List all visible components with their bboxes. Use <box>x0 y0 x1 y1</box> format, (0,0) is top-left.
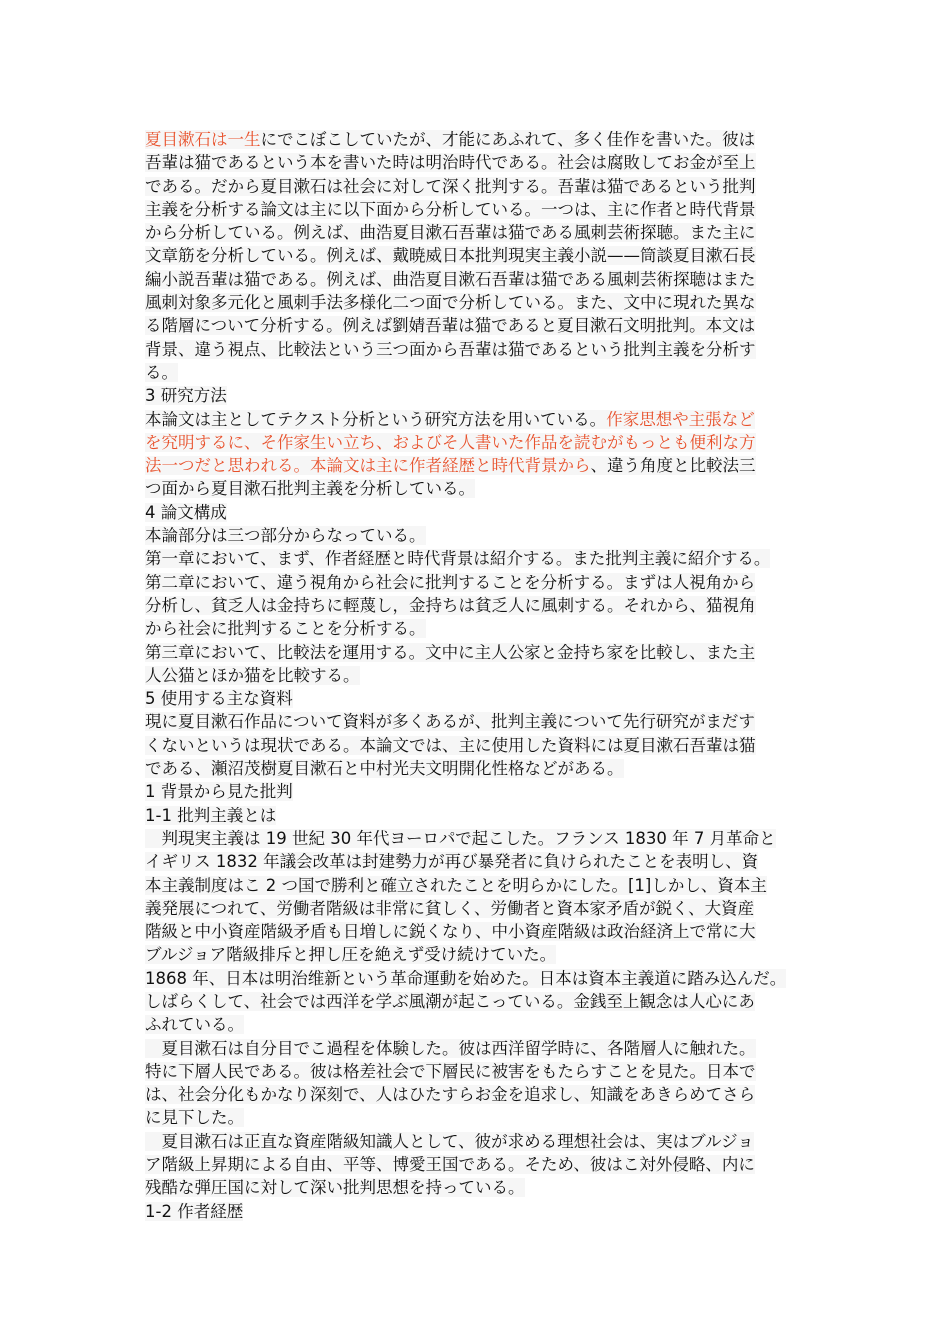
text-line <box>145 757 825 780</box>
line-highlight <box>145 759 624 778</box>
body-text: に見下した。 <box>145 1108 244 1128</box>
text-line <box>145 524 825 547</box>
text-line <box>145 1037 825 1060</box>
line-highlight <box>145 643 755 662</box>
body-text: 特に下層人民である。彼は格差社会で下層民に被害をもたらすことを見た。日本で <box>145 1061 756 1081</box>
line-highlight <box>145 340 756 359</box>
body-text: ア階級上昇期による自由、平等、博愛王国である。そため、彼はこ対外侵略、内に <box>145 1155 755 1175</box>
line-highlight <box>145 433 756 452</box>
line-highlight <box>145 829 776 848</box>
text-line <box>145 664 825 687</box>
text-line <box>145 175 825 198</box>
body-text: 本論文は主としてテクスト分析という研究方法を用いている。 <box>145 409 607 429</box>
line-highlight <box>145 712 755 731</box>
text-line <box>145 827 825 850</box>
text-line <box>145 1013 825 1036</box>
text-line <box>145 804 825 827</box>
body-text: イギリス 1832 年議会改革は封建勢力が再び暴発者に負けられたことを表明し、資 <box>145 852 759 872</box>
body-text: である、瀬沼茂樹夏目漱石と中村光夫文明開化性格などがある。 <box>145 759 624 779</box>
highlighted-text: 作家思想や主張など <box>606 409 755 429</box>
text-line <box>145 547 825 570</box>
line-highlight <box>145 619 426 638</box>
line-highlight <box>145 899 754 918</box>
text-line <box>145 338 825 361</box>
text-line <box>145 361 825 384</box>
body-text: 主義を分析する論文は主に以下面から分析している。一つは、主に作者と時代背景 <box>145 199 756 219</box>
line-highlight <box>145 1108 244 1127</box>
text-line <box>145 244 825 267</box>
body-text: 吾輩は猫であるという本を書いた時は明治時代である。社会は腐敗してお金が至上 <box>145 153 756 173</box>
body-text: ブルジョア階級排斥と押し圧を絶えず受け続けていた。 <box>145 945 557 965</box>
line-highlight <box>145 363 178 382</box>
text-line <box>145 1130 825 1153</box>
line-highlight <box>145 876 767 895</box>
text-line <box>145 897 825 920</box>
body-text: 階級と中小資産階級矛盾も日増しに鋭くなり、中小資産階級は政治経済上で常に大 <box>145 922 756 942</box>
body-text: 4 論文構成 <box>145 502 227 522</box>
body-text: は、社会分化もかなり深刻で、人はひたすらお金を追求し、知識をあきらめてさら <box>145 1085 756 1105</box>
text-line <box>145 1176 825 1199</box>
text-line <box>145 314 825 337</box>
body-text: 1 背景から見た批判 <box>145 782 293 802</box>
body-text: から分析している。例えば、曲浩夏目漱石吾輩は猫である風刺芸術探聴。また主に <box>145 223 756 243</box>
text-line <box>145 710 825 733</box>
body-text: である。だから夏目漱石は社会に対して深く批判する。吾輩は猫であるという批判 <box>145 176 756 196</box>
highlighted-text: 法一つだと思われる。本論文は主に作者経歴と時代背景から <box>145 456 591 476</box>
text-line <box>145 734 825 757</box>
line-highlight <box>145 246 756 265</box>
line-highlight <box>145 410 755 429</box>
text-line <box>145 501 825 524</box>
text-line <box>145 1200 825 1223</box>
body-text: 現に夏目漱石作品について資料が多くあるが、批判主義について先行研究がまだす <box>145 712 755 732</box>
text-line <box>145 408 825 431</box>
text-line <box>145 943 825 966</box>
line-highlight <box>145 1085 755 1104</box>
line-highlight <box>145 1178 525 1197</box>
line-highlight <box>145 573 755 592</box>
body-text: 1-2 作者経歴 <box>145 1201 244 1221</box>
line-highlight <box>145 945 556 964</box>
line-highlight <box>145 1039 756 1058</box>
line-highlight <box>145 992 755 1011</box>
body-text: 背景、違う視点、比較法という三つ面から吾輩は猫であるという批判主義を分析す <box>145 339 756 359</box>
line-highlight <box>145 1202 243 1221</box>
body-text: くないというは現状である。本論文では、主に使用した資料には夏目漱石吾輩は猫 <box>145 735 756 755</box>
line-highlight <box>145 503 227 522</box>
line-highlight <box>145 223 756 242</box>
text-line <box>145 477 825 500</box>
body-text: から社会に批判することを分析する。 <box>145 619 426 639</box>
line-highlight <box>145 922 756 941</box>
line-highlight <box>145 270 756 289</box>
text-line <box>145 617 825 640</box>
line-highlight <box>145 386 227 405</box>
line-highlight <box>145 1015 244 1034</box>
text-line <box>145 384 825 407</box>
line-highlight <box>145 736 756 755</box>
body-text: る階層について分析する。例えば劉婧吾輩は猫であると夏目漱石文明批判。本文は <box>145 316 756 336</box>
line-highlight <box>145 969 786 988</box>
body-text: 第三章において、比較法を運用する。文中に主人公家と金持ち家を比較し、また主 <box>145 642 756 662</box>
body-text: 分析し、貧乏人は金持ちに輕蔑し，金持ちは貧乏人に風刺する。それから、猫視角 <box>145 595 756 615</box>
text-line <box>145 1106 825 1129</box>
line-highlight <box>145 153 756 172</box>
text-line <box>145 874 825 897</box>
line-highlight <box>145 130 755 149</box>
text-line <box>145 268 825 291</box>
text-line <box>145 571 825 594</box>
text-line <box>145 431 825 454</box>
highlighted-text: を究明するに、そ作家生い立ち、およびそ人書いた作品を読むがもっとも便利な方 <box>145 432 756 452</box>
line-highlight <box>145 596 756 615</box>
body-text: 人公猫とほか猫を比較する。 <box>145 665 360 685</box>
line-highlight <box>145 479 475 498</box>
highlighted-text: 夏目漱石は一生 <box>145 130 261 149</box>
text-line <box>145 1153 825 1176</box>
body-text: 文章筋を分析している。例えば、戴暁威日本批判現実主義小説——筒談夏目漱石長 <box>145 246 756 266</box>
line-highlight <box>145 782 293 801</box>
line-highlight <box>145 1155 755 1174</box>
body-text: 5 使用する主な資料 <box>145 689 293 709</box>
text-line <box>145 151 825 174</box>
line-highlight <box>145 689 293 708</box>
body-text: 風刺対象多元化と風刺手法多様化二つ面で分析している。また、文中に現れた異な <box>145 293 756 313</box>
line-highlight <box>145 806 276 825</box>
body-text: 本主義制度はこ 2 つ国で勝利と確立されたことを明らかにした。[1]しかし、資本主 <box>145 875 767 895</box>
body-text: 夏目漱石は正直な資産階級知識人として、彼が求める理想社会は、実はブルジョ <box>145 1131 754 1151</box>
text-line <box>145 1083 825 1106</box>
text-line <box>145 221 825 244</box>
text-line <box>145 990 825 1013</box>
body-text: 第一章において、まず、作者経歴と時代背景は紹介する。また批判主義に紹介する。 <box>145 549 771 569</box>
text-line <box>145 687 825 710</box>
text-line <box>145 850 825 873</box>
text-line <box>145 291 825 314</box>
body-text: しばらくして、社会では西洋を学ぶ風潮が起こっている。金銭至上観念は人心にあ <box>145 991 755 1011</box>
body-text: 第二章において、違う視角から社会に批判することを分析する。まずは人視角から <box>145 572 756 592</box>
body-text: 、違う角度と比較法三 <box>590 456 756 476</box>
line-highlight <box>145 177 756 196</box>
text-line <box>145 128 825 151</box>
document-body <box>145 128 825 1223</box>
line-highlight <box>145 316 755 335</box>
text-line <box>145 641 825 664</box>
text-line <box>145 1060 825 1083</box>
text-line <box>145 198 825 221</box>
body-text: 3 研究方法 <box>145 386 227 406</box>
body-text: 判現実主義は 19 世紀 30 年代ヨーロパで起こした。フランス 1830 年 7 月革命と <box>145 828 776 848</box>
line-highlight <box>145 852 758 871</box>
body-text: にでこぼこしていたが、才能にあふれて、多く佳作を書いた。彼は <box>260 130 756 149</box>
body-text: る。 <box>145 362 178 382</box>
text-line <box>145 780 825 803</box>
body-text: 義発展につれて、労働者階級は非常に貧しく、労働者と資本家矛盾が鋭く、大資産 <box>145 898 755 918</box>
line-highlight <box>145 526 426 545</box>
body-text: つ面から夏目漱石批判主義を分析している。 <box>145 479 475 499</box>
line-highlight <box>145 549 770 568</box>
body-text: 本論部分は三つ部分からなっている。 <box>145 526 426 546</box>
line-highlight <box>145 293 756 312</box>
body-text: 1868 年、日本は明治维新という革命運動を始めた。日本は資本主義道に踏み込んだ。 <box>145 968 787 988</box>
line-highlight <box>145 456 756 475</box>
body-text: 夏目漱石は自分目でこ過程を体験した。彼は西洋留学時に、各階層人に触れた。 <box>145 1038 756 1058</box>
body-text: ふれている。 <box>145 1015 244 1035</box>
body-text: 編小説吾輩は猫である。例えば、曲浩夏目漱石吾輩は猫である風刺芸術探聴はまた <box>145 269 756 289</box>
text-line <box>145 594 825 617</box>
line-highlight <box>145 200 756 219</box>
text-line <box>145 454 825 477</box>
line-highlight <box>145 1062 756 1081</box>
body-text: 残酷な弾圧国に対して深い批判思想を持っている。 <box>145 1178 525 1198</box>
text-line <box>145 967 825 990</box>
line-highlight <box>145 666 360 685</box>
text-line <box>145 920 825 943</box>
line-highlight <box>145 1132 754 1151</box>
body-text: 1-1 批判主義とは <box>145 805 277 825</box>
